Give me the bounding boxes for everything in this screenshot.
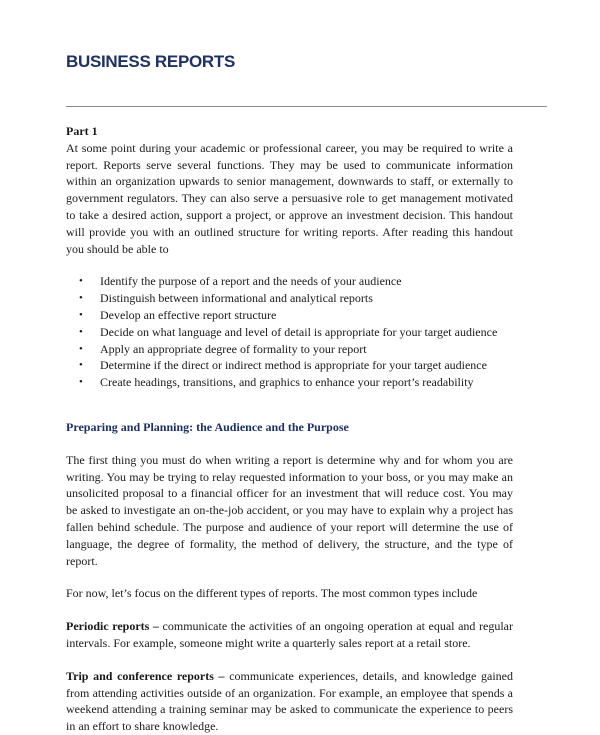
list-item: • Determine if the direct or indirect method is appropriate for your target audience	[79, 358, 487, 373]
trip-reports-text: communicate experiences, details, and knowledge gained from attending activities outside of an organization. For example, an employee that spends a weekend attending a training seminar may be asked to communicate the experience to peers in an effort to share knowledge.	[66, 668, 513, 734]
document-title: BUSINESS REPORTS	[66, 52, 236, 71]
part1-heading: Part 1	[66, 124, 98, 138]
trip-reports-term: Trip and conference reports –	[66, 668, 225, 683]
periodic-reports-text: communicate the activities of an ongoing operation at equal and regular intervals. For example, someone might write a quarterly sales report at a retail store.	[66, 619, 513, 650]
planning-heading: Preparing and Planning: the Audience and the Purpose	[66, 419, 349, 434]
bullet-icon: •	[79, 275, 83, 288]
bullet-icon: •	[79, 308, 83, 321]
bullet-icon: •	[79, 342, 83, 355]
planning-paragraph: The first thing you must do when writing a report is determine why and for whom you are writing. You may be trying to relay requested information to your boss, or you may make an unsolicited proposal to a financial officer for an investment that will reduce cost. You may be asked to investigate an on-the-job accident, or you may have to explain why a project has fallen behind schedule. The purpose and audience of your report will determine the use of language, the degree of formality, the method of delivery, the structure, and the type of report.	[66, 452, 513, 568]
document-body	[66, 123, 513, 735]
list-item: • Develop an effective report structure	[79, 307, 277, 322]
bullet-icon: •	[79, 292, 83, 305]
trip-reports-paragraph	[66, 668, 513, 735]
periodic-reports-term: Periodic reports –	[66, 619, 159, 634]
bullet-icon: •	[79, 376, 83, 389]
title-divider	[66, 106, 547, 107]
part1-intro: At some point during your academic or professional career, you may be required to write a report. Reports serve several functions. They may be used to communicate information within an organization upwards to senior management, downwards to staff, or externally to government regulators. They can also serve a persuasive role to get management motivated to take a desired action, support a project, or approve an investment decision. This handout will provide you with an outlined structure for writing reports. After reading this handout you should be able to	[66, 140, 513, 256]
list-item: • Identify the purpose of a report and the needs of your audience	[79, 274, 402, 289]
list-item: • Distinguish between informational and analytical reports	[79, 291, 373, 306]
periodic-reports-paragraph	[66, 618, 513, 652]
bullet-icon: •	[79, 325, 83, 338]
list-item: • Create headings, transitions, and graphics to enhance your report’s readability	[79, 375, 474, 390]
objectives-list	[66, 273, 513, 391]
bullet-icon: •	[79, 359, 83, 372]
focus-paragraph: For now, let’s focus on the different types of reports. The most common types include	[66, 586, 478, 601]
list-item: • Apply an appropriate degree of formality to your report	[79, 341, 367, 356]
list-item: • Decide on what language and level of detail is appropriate for your target audience	[79, 324, 498, 339]
